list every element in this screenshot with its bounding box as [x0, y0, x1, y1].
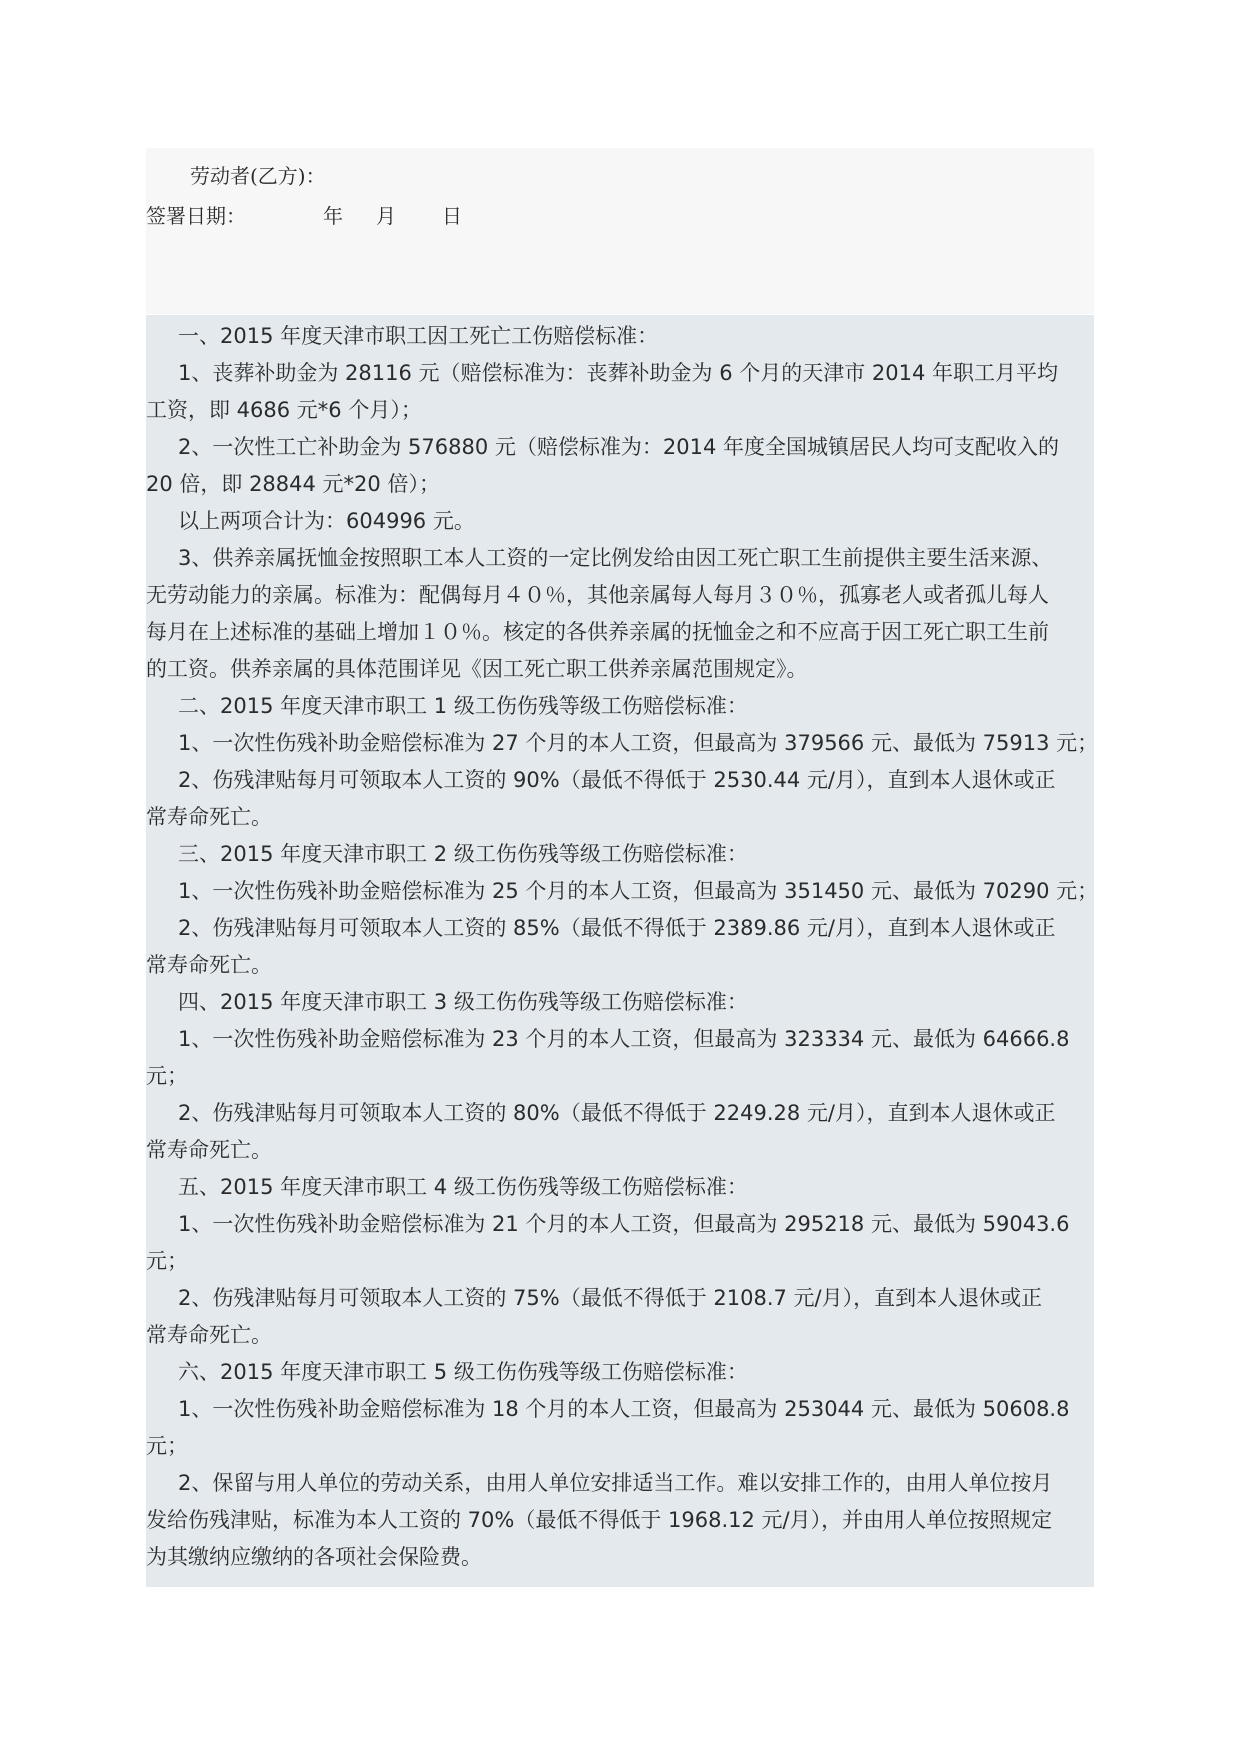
date-day-label: 日 [442, 204, 462, 228]
paragraph-line: 每月在上述标准的基础上增加１０％。核定的各供养亲属的抚恤金之和不应高于因工死亡职工生前 [146, 620, 1049, 644]
paragraph-line: 1、一次性伤残补助金赔偿标准为 21 个月的本人工资，但最高为 295218 元、最低为 59043.6 [178, 1212, 1070, 1236]
paragraph-line: 2、伤残津贴每月可领取本人工资的 90%（最低不得低于 2530.44 元/月），直到本人退休或正 [178, 768, 1056, 792]
paragraph-line: 的工资。供养亲属的具体范围详见《因工死亡职工供养亲属范围规定》。 [146, 657, 808, 681]
signature-block [146, 148, 1094, 314]
paragraph-line: 3、供养亲属抚恤金按照职工本人工资的一定比例发给由因工死亡职工生前提供主要生活来源、 [178, 546, 1053, 570]
paragraph-line: 常寿命死亡。 [146, 953, 272, 977]
paragraph-line: 1、一次性伤残补助金赔偿标准为 23 个月的本人工资，但最高为 323334 元、最低为 64666.8 [178, 1027, 1070, 1051]
compensation-standards-section [146, 315, 1099, 1587]
paragraph-line: 发给伤残津贴，标准为本人工资的 70%（最低不得低于 1968.12 元/月），并由用人单位按照规定 [146, 1508, 1053, 1532]
paragraph-line: 常寿命死亡。 [146, 1323, 272, 1347]
worker-signature-label: 劳动者(乙方)： [190, 164, 326, 188]
paragraph-line: 元； [146, 1249, 188, 1273]
paragraph-line: 2、一次性工亡补助金为 576880 元（赔偿标准为：2014 年度全国城镇居民人均可支配收入的 [178, 435, 1059, 459]
paragraph-line: 1、一次性伤残补助金赔偿标准为 25 个月的本人工资，但最高为 351450 元、最低为 70290 元； [178, 879, 1099, 903]
section-heading-level-1: 二、2015 年度天津市职工 1 级工伤伤残等级工伤赔偿标准： [178, 694, 748, 718]
paragraph-line: 无劳动能力的亲属。标准为：配偶每月４０％，其他亲属每人每月３０％，孤寡老人或者孤儿每人 [146, 583, 1049, 607]
paragraph-line: 1、一次性伤残补助金赔偿标准为 27 个月的本人工资，但最高为 379566 元、最低为 75913 元； [178, 731, 1099, 755]
paragraph-line: 1、一次性伤残补助金赔偿标准为 18 个月的本人工资，但最高为 253044 元、最低为 50608.8 [178, 1397, 1070, 1421]
paragraph-line: 元； [146, 1434, 188, 1458]
date-month-label: 月 [376, 204, 396, 228]
paragraph-line: 工资，即 4686 元*6 个月）； [146, 398, 422, 422]
paragraph-line: 常寿命死亡。 [146, 1138, 272, 1162]
paragraph-line: 2、伤残津贴每月可领取本人工资的 80%（最低不得低于 2249.28 元/月），直到本人退休或正 [178, 1101, 1056, 1125]
paragraph-line: 2、保留与用人单位的劳动关系，由用人单位安排适当工作。难以安排工作的，由用人单位按月 [178, 1471, 1053, 1495]
section-heading-death: 一、2015 年度天津市职工因工死亡工伤赔偿标准： [178, 324, 659, 348]
date-year-label: 年 [323, 204, 343, 228]
section-heading-level-4: 五、2015 年度天津市职工 4 级工伤伤残等级工伤赔偿标准： [178, 1175, 748, 1199]
paragraph-line: 2、伤残津贴每月可领取本人工资的 85%（最低不得低于 2389.86 元/月），直到本人退休或正 [178, 916, 1056, 940]
section-heading-level-2: 三、2015 年度天津市职工 2 级工伤伤残等级工伤赔偿标准： [178, 842, 748, 866]
signing-date-label: 签署日期： [146, 204, 246, 228]
paragraph-line: 2、伤残津贴每月可领取本人工资的 75%（最低不得低于 2108.7 元/月），直到本人退休或正 [178, 1286, 1043, 1310]
section-heading-level-3: 四、2015 年度天津市职工 3 级工伤伤残等级工伤赔偿标准： [178, 990, 748, 1014]
paragraph-line: 为其缴纳应缴纳的各项社会保险费。 [146, 1545, 482, 1569]
paragraph-line: 20 倍，即 28844 元*20 倍）； [146, 472, 440, 496]
section-heading-level-5: 六、2015 年度天津市职工 5 级工伤伤残等级工伤赔偿标准： [178, 1360, 748, 1384]
paragraph-line: 元； [146, 1064, 188, 1088]
paragraph-line: 以上两项合计为：604996 元。 [178, 509, 475, 533]
paragraph-line: 常寿命死亡。 [146, 805, 272, 829]
paragraph-line: 1、丧葬补助金为 28116 元（赔偿标准为：丧葬补助金为 6 个月的天津市 2014 年职工月平均 [178, 361, 1059, 385]
